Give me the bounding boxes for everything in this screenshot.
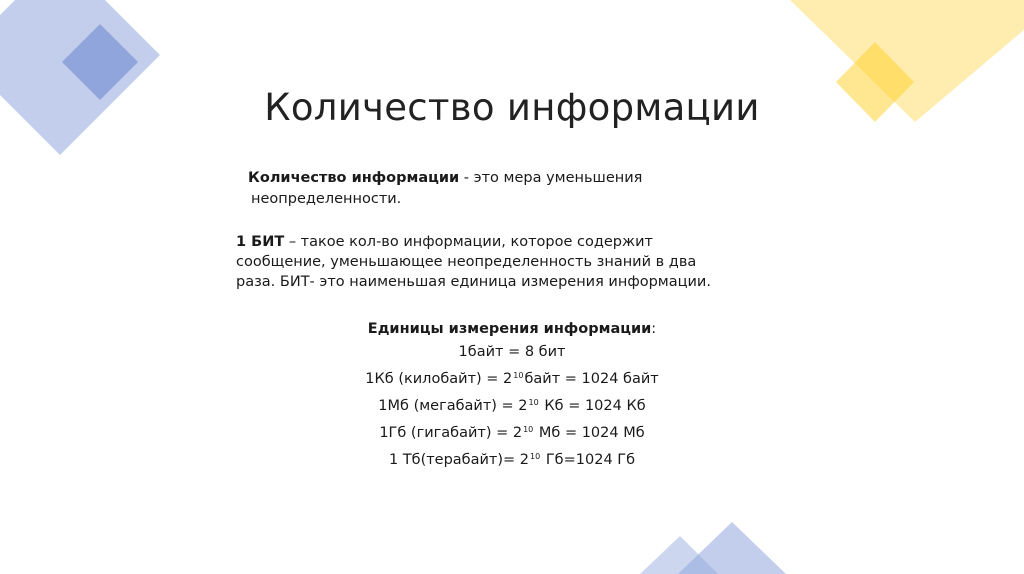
- units-heading-suffix: :: [651, 321, 657, 337]
- definition-text: - это мера уменьшения: [459, 170, 643, 186]
- units-heading: Единицы измерения информации: [367, 321, 652, 337]
- units-block: [0, 318, 1024, 472]
- definition-text-line2: неопределенности.: [251, 191, 402, 207]
- unit-row-text: 1Гб (гигабайт) = 2: [379, 425, 523, 441]
- bit-paragraph: [236, 232, 806, 292]
- bit-line1: – такое кол-во информации, которое содержит: [284, 234, 653, 250]
- slide-title: Количество информации: [264, 86, 760, 129]
- unit-row-text-rest: Мб = 1024 Мб: [534, 425, 645, 441]
- bit-term: 1 БИТ: [236, 234, 285, 250]
- unit-row-text-rest: Гб=1024 Гб: [541, 452, 636, 468]
- unit-row: [0, 364, 1024, 391]
- unit-row-text: 1 Тб(терабайт)= 2: [388, 452, 530, 468]
- unit-row: [0, 418, 1024, 445]
- blue-diamond-bottom-right: [678, 522, 786, 574]
- unit-row: [0, 445, 1024, 472]
- unit-row-text: 1Кб (килобайт) = 2: [365, 371, 513, 387]
- definition-term: Количество информации: [248, 170, 460, 186]
- unit-row-exponent: 10: [528, 398, 539, 407]
- unit-row-exponent: 10: [530, 452, 541, 461]
- bit-line3: раза. БИТ- это наименьшая единица измерения информации.: [236, 274, 711, 290]
- unit-row: [0, 341, 1024, 364]
- unit-row-text-rest: Кб = 1024 Кб: [539, 398, 646, 414]
- unit-row-text: 1Мб (мегабайт) = 2: [378, 398, 528, 414]
- unit-row: [0, 391, 1024, 418]
- unit-row-text-rest: байт = 1024 байт: [524, 371, 659, 387]
- unit-row-text: 1байт = 8 бит: [458, 344, 566, 360]
- bit-line2: сообщение, уменьшающее неопределенность знаний в два: [236, 254, 697, 270]
- unit-row-exponent: 10: [513, 371, 524, 380]
- definition-paragraph: [248, 168, 768, 210]
- unit-row-exponent: 10: [523, 425, 534, 434]
